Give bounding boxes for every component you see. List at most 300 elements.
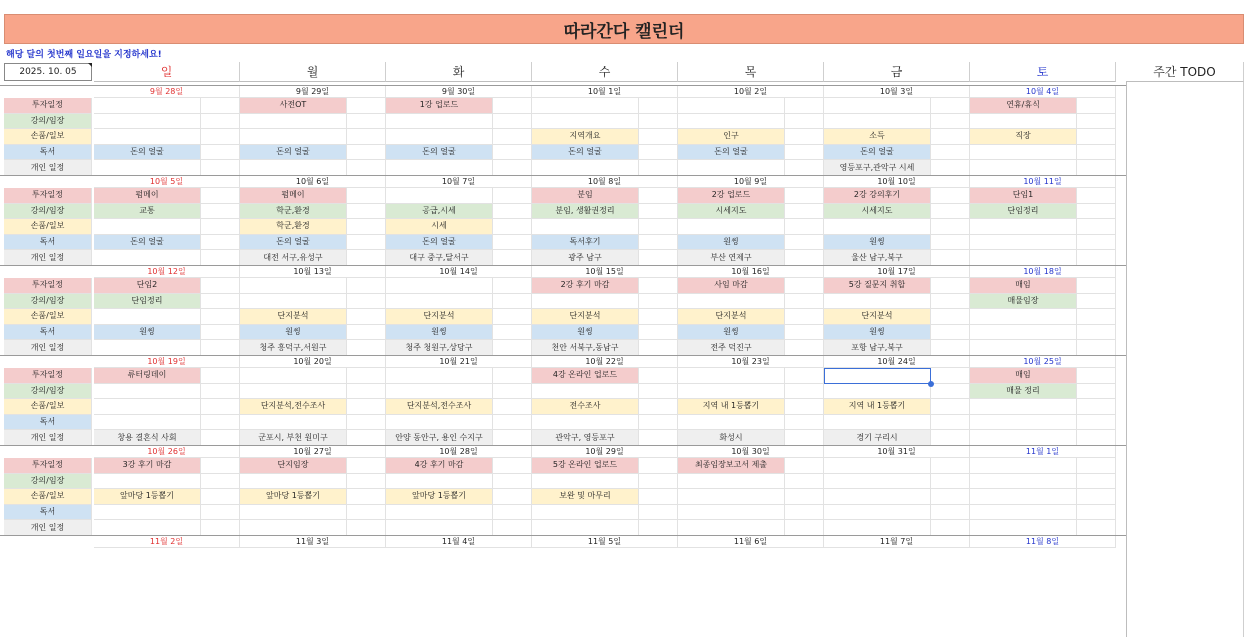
schedule-cell[interactable] — [824, 294, 931, 310]
schedule-cell[interactable]: 2강 후기 마감 — [532, 278, 639, 294]
schedule-cell[interactable] — [824, 505, 931, 521]
memo-cell[interactable] — [347, 474, 386, 490]
schedule-cell[interactable] — [970, 250, 1077, 266]
memo-cell[interactable] — [931, 129, 970, 145]
schedule-cell[interactable]: 돈의 얼굴 — [94, 235, 201, 251]
memo-cell[interactable] — [785, 114, 824, 130]
date-cell[interactable]: 10월 27일 — [240, 446, 386, 458]
schedule-cell[interactable] — [386, 114, 493, 130]
memo-cell[interactable] — [201, 278, 240, 294]
memo-cell[interactable] — [347, 505, 386, 521]
schedule-cell[interactable] — [240, 520, 347, 536]
memo-cell[interactable] — [201, 188, 240, 204]
schedule-cell[interactable] — [824, 219, 931, 235]
date-cell[interactable]: 10월 25일 — [970, 356, 1116, 368]
schedule-cell[interactable] — [386, 384, 493, 400]
memo-cell[interactable] — [785, 219, 824, 235]
memo-cell[interactable] — [639, 204, 678, 220]
memo-cell[interactable] — [785, 294, 824, 310]
memo-cell[interactable] — [201, 325, 240, 341]
memo-cell[interactable] — [639, 309, 678, 325]
memo-cell[interactable] — [785, 235, 824, 251]
memo-cell[interactable] — [785, 250, 824, 266]
schedule-cell[interactable]: 관악구, 영등포구 — [532, 430, 639, 446]
memo-cell[interactable] — [1077, 458, 1116, 474]
memo-cell[interactable] — [493, 399, 532, 415]
schedule-cell[interactable]: 원씽 — [824, 235, 931, 251]
schedule-cell[interactable] — [970, 474, 1077, 490]
schedule-cell[interactable]: 앞마당 1등뽑기 — [240, 489, 347, 505]
date-cell[interactable]: 9월 29일 — [240, 86, 386, 98]
schedule-cell[interactable]: 4강 온라인 업로드 — [532, 368, 639, 384]
schedule-cell[interactable] — [386, 278, 493, 294]
date-cell[interactable]: 11월 8일 — [970, 536, 1116, 548]
memo-cell[interactable] — [785, 520, 824, 536]
memo-cell[interactable] — [639, 368, 678, 384]
memo-cell[interactable] — [1077, 415, 1116, 431]
schedule-cell[interactable] — [678, 489, 785, 505]
fill-handle[interactable] — [928, 381, 934, 387]
memo-cell[interactable] — [931, 384, 970, 400]
memo-cell[interactable] — [201, 235, 240, 251]
schedule-cell[interactable] — [824, 415, 931, 431]
schedule-cell[interactable]: 전주 덕진구 — [678, 340, 785, 356]
memo-cell[interactable] — [931, 430, 970, 446]
memo-cell[interactable] — [639, 250, 678, 266]
schedule-cell[interactable] — [678, 384, 785, 400]
date-cell[interactable]: 10월 4일 — [970, 86, 1116, 98]
date-cell[interactable]: 11월 4일 — [386, 536, 532, 548]
memo-cell[interactable] — [639, 415, 678, 431]
schedule-cell[interactable]: 류터링데이 — [94, 368, 201, 384]
date-cell[interactable]: 11월 5일 — [532, 536, 678, 548]
schedule-cell[interactable] — [240, 278, 347, 294]
schedule-cell[interactable] — [240, 368, 347, 384]
schedule-cell[interactable] — [94, 340, 201, 356]
memo-cell[interactable] — [493, 188, 532, 204]
schedule-cell[interactable]: 돈의 얼굴 — [678, 145, 785, 161]
memo-cell[interactable] — [639, 489, 678, 505]
memo-cell[interactable] — [347, 129, 386, 145]
memo-cell[interactable] — [785, 204, 824, 220]
date-cell[interactable]: 10월 18일 — [970, 266, 1116, 278]
memo-cell[interactable] — [493, 415, 532, 431]
memo-cell[interactable] — [785, 145, 824, 161]
memo-cell[interactable] — [201, 294, 240, 310]
date-cell[interactable]: 11월 2일 — [94, 536, 240, 548]
memo-cell[interactable] — [347, 384, 386, 400]
schedule-cell[interactable]: 돈의 얼굴 — [240, 145, 347, 161]
schedule-cell[interactable] — [970, 520, 1077, 536]
memo-cell[interactable] — [201, 250, 240, 266]
schedule-cell[interactable] — [970, 160, 1077, 176]
schedule-cell[interactable]: 사전OT — [240, 98, 347, 114]
memo-cell[interactable] — [201, 384, 240, 400]
schedule-cell[interactable]: 5강 질문지 취합 — [824, 278, 931, 294]
memo-cell[interactable] — [1077, 204, 1116, 220]
schedule-cell[interactable]: 대구 중구,달서구 — [386, 250, 493, 266]
memo-cell[interactable] — [1077, 340, 1116, 356]
schedule-cell[interactable] — [386, 415, 493, 431]
memo-cell[interactable] — [1077, 489, 1116, 505]
date-cell[interactable]: 10월 3일 — [824, 86, 970, 98]
schedule-cell[interactable] — [970, 219, 1077, 235]
memo-cell[interactable] — [931, 474, 970, 490]
memo-cell[interactable] — [347, 325, 386, 341]
date-cell[interactable]: 9월 30일 — [386, 86, 532, 98]
date-cell[interactable]: 9월 28일 — [94, 86, 240, 98]
memo-cell[interactable] — [1077, 114, 1116, 130]
schedule-cell[interactable]: 시세지도 — [678, 204, 785, 220]
schedule-cell[interactable]: 원씽 — [532, 325, 639, 341]
schedule-cell[interactable] — [532, 114, 639, 130]
schedule-cell[interactable] — [386, 474, 493, 490]
date-cell[interactable]: 10월 5일 — [94, 176, 240, 188]
memo-cell[interactable] — [1077, 520, 1116, 536]
schedule-cell[interactable]: 단임1 — [970, 188, 1077, 204]
memo-cell[interactable] — [785, 278, 824, 294]
date-cell[interactable]: 10월 1일 — [532, 86, 678, 98]
date-cell[interactable]: 10월 16일 — [678, 266, 824, 278]
schedule-cell[interactable]: 직장 — [970, 129, 1077, 145]
schedule-cell[interactable] — [678, 294, 785, 310]
schedule-cell[interactable] — [532, 474, 639, 490]
schedule-cell[interactable]: 돈의 얼굴 — [386, 235, 493, 251]
schedule-cell[interactable]: 펌메이 — [240, 188, 347, 204]
memo-cell[interactable] — [931, 114, 970, 130]
memo-cell[interactable] — [1077, 188, 1116, 204]
memo-cell[interactable] — [201, 145, 240, 161]
schedule-cell[interactable] — [94, 160, 201, 176]
memo-cell[interactable] — [639, 399, 678, 415]
date-cell[interactable]: 10월 17일 — [824, 266, 970, 278]
schedule-cell[interactable] — [532, 98, 639, 114]
memo-cell[interactable] — [931, 219, 970, 235]
memo-cell[interactable] — [639, 458, 678, 474]
schedule-cell[interactable]: 지역 내 1등뽑기 — [824, 399, 931, 415]
schedule-cell[interactable]: 분임 — [532, 188, 639, 204]
memo-cell[interactable] — [785, 160, 824, 176]
schedule-cell[interactable] — [386, 520, 493, 536]
memo-cell[interactable] — [931, 250, 970, 266]
memo-cell[interactable] — [639, 294, 678, 310]
memo-cell[interactable] — [1077, 309, 1116, 325]
schedule-cell[interactable] — [240, 505, 347, 521]
memo-cell[interactable] — [639, 430, 678, 446]
memo-cell[interactable] — [1077, 294, 1116, 310]
memo-cell[interactable] — [201, 505, 240, 521]
schedule-cell[interactable] — [240, 160, 347, 176]
schedule-cell[interactable]: 돈의 얼굴 — [824, 145, 931, 161]
memo-cell[interactable] — [1077, 384, 1116, 400]
memo-cell[interactable] — [493, 489, 532, 505]
schedule-cell[interactable] — [386, 129, 493, 145]
memo-cell[interactable] — [1077, 399, 1116, 415]
schedule-cell[interactable]: 광주 남구 — [532, 250, 639, 266]
memo-cell[interactable] — [639, 340, 678, 356]
schedule-cell[interactable]: 시세 — [386, 219, 493, 235]
schedule-cell[interactable] — [94, 114, 201, 130]
memo-cell[interactable] — [493, 294, 532, 310]
schedule-cell[interactable]: 화성시 — [678, 430, 785, 446]
memo-cell[interactable] — [931, 160, 970, 176]
memo-cell[interactable] — [347, 520, 386, 536]
schedule-cell[interactable] — [240, 474, 347, 490]
schedule-cell[interactable]: 영등포구,관악구 시세 — [824, 160, 931, 176]
memo-cell[interactable] — [639, 114, 678, 130]
memo-cell[interactable] — [347, 399, 386, 415]
schedule-cell[interactable]: 울산 남구,북구 — [824, 250, 931, 266]
date-cell[interactable]: 10월 19일 — [94, 356, 240, 368]
schedule-cell[interactable]: 단임정리 — [94, 294, 201, 310]
memo-cell[interactable] — [493, 474, 532, 490]
schedule-cell[interactable]: 인구 — [678, 129, 785, 145]
memo-cell[interactable] — [347, 309, 386, 325]
schedule-cell[interactable] — [386, 294, 493, 310]
memo-cell[interactable] — [1077, 505, 1116, 521]
memo-cell[interactable] — [785, 505, 824, 521]
memo-cell[interactable] — [493, 325, 532, 341]
schedule-cell[interactable]: 3강 후기 마감 — [94, 458, 201, 474]
schedule-cell[interactable]: 연휴/휴식 — [970, 98, 1077, 114]
schedule-cell[interactable] — [94, 384, 201, 400]
date-cell[interactable]: 10월 31일 — [824, 446, 970, 458]
schedule-cell[interactable] — [970, 325, 1077, 341]
schedule-cell[interactable] — [824, 474, 931, 490]
memo-cell[interactable] — [785, 309, 824, 325]
schedule-cell[interactable]: 2강 강의후기 — [824, 188, 931, 204]
memo-cell[interactable] — [201, 399, 240, 415]
schedule-cell[interactable]: 돈의 얼굴 — [532, 145, 639, 161]
schedule-cell[interactable]: 안양 동안구, 용인 수지구 — [386, 430, 493, 446]
start-date-input[interactable]: 2025. 10. 05 — [4, 63, 92, 81]
schedule-cell[interactable]: 원씽 — [386, 325, 493, 341]
schedule-cell[interactable]: 독서후기 — [532, 235, 639, 251]
memo-cell[interactable] — [493, 368, 532, 384]
schedule-cell[interactable] — [94, 250, 201, 266]
memo-cell[interactable] — [1077, 129, 1116, 145]
memo-cell[interactable] — [931, 415, 970, 431]
schedule-cell[interactable]: 매임 — [970, 278, 1077, 294]
memo-cell[interactable] — [785, 458, 824, 474]
schedule-cell[interactable]: 앞마당 1등뽑기 — [94, 489, 201, 505]
schedule-cell[interactable]: 군포시, 부천 원미구 — [240, 430, 347, 446]
schedule-cell[interactable]: 전수조사 — [532, 399, 639, 415]
memo-cell[interactable] — [493, 430, 532, 446]
memo-cell[interactable] — [347, 278, 386, 294]
memo-cell[interactable] — [1077, 430, 1116, 446]
schedule-cell[interactable] — [970, 415, 1077, 431]
memo-cell[interactable] — [931, 98, 970, 114]
schedule-cell[interactable] — [678, 415, 785, 431]
schedule-cell[interactable]: 2강 업로드 — [678, 188, 785, 204]
schedule-cell[interactable]: 지역개요 — [532, 129, 639, 145]
date-cell[interactable]: 10월 28일 — [386, 446, 532, 458]
date-cell[interactable]: 11월 6일 — [678, 536, 824, 548]
schedule-cell[interactable]: 단임정리 — [970, 204, 1077, 220]
selected-cell-outline[interactable] — [824, 368, 931, 384]
date-cell[interactable]: 10월 26일 — [94, 446, 240, 458]
schedule-cell[interactable]: 단지분석,전수조사 — [386, 399, 493, 415]
schedule-cell[interactable] — [678, 160, 785, 176]
schedule-cell[interactable]: 단지분석,전수조사 — [240, 399, 347, 415]
schedule-cell[interactable] — [386, 368, 493, 384]
date-cell[interactable]: 10월 11일 — [970, 176, 1116, 188]
memo-cell[interactable] — [347, 250, 386, 266]
memo-cell[interactable] — [201, 458, 240, 474]
schedule-cell[interactable]: 단지분석 — [240, 309, 347, 325]
memo-cell[interactable] — [785, 474, 824, 490]
memo-cell[interactable] — [201, 114, 240, 130]
schedule-cell[interactable] — [94, 474, 201, 490]
memo-cell[interactable] — [931, 340, 970, 356]
memo-cell[interactable] — [931, 368, 970, 384]
schedule-cell[interactable] — [532, 219, 639, 235]
schedule-cell[interactable]: 단지임장 — [240, 458, 347, 474]
memo-cell[interactable] — [201, 204, 240, 220]
weekly-todo-column[interactable] — [1126, 82, 1244, 637]
schedule-cell[interactable] — [532, 160, 639, 176]
memo-cell[interactable] — [785, 430, 824, 446]
memo-cell[interactable] — [201, 219, 240, 235]
date-cell[interactable]: 10월 7일 — [386, 176, 532, 188]
memo-cell[interactable] — [201, 415, 240, 431]
schedule-cell[interactable] — [386, 505, 493, 521]
memo-cell[interactable] — [493, 219, 532, 235]
memo-cell[interactable] — [493, 98, 532, 114]
memo-cell[interactable] — [347, 98, 386, 114]
schedule-cell[interactable]: 펌메이 — [94, 188, 201, 204]
memo-cell[interactable] — [639, 474, 678, 490]
schedule-cell[interactable]: 학군,환경 — [240, 219, 347, 235]
memo-cell[interactable] — [639, 520, 678, 536]
schedule-cell[interactable] — [824, 384, 931, 400]
memo-cell[interactable] — [201, 520, 240, 536]
schedule-cell[interactable] — [824, 114, 931, 130]
schedule-cell[interactable] — [94, 98, 201, 114]
memo-cell[interactable] — [931, 278, 970, 294]
memo-cell[interactable] — [347, 294, 386, 310]
memo-cell[interactable] — [493, 250, 532, 266]
memo-cell[interactable] — [785, 98, 824, 114]
memo-cell[interactable] — [493, 340, 532, 356]
schedule-cell[interactable] — [970, 399, 1077, 415]
schedule-cell[interactable] — [94, 129, 201, 145]
schedule-cell[interactable] — [970, 489, 1077, 505]
memo-cell[interactable] — [347, 340, 386, 356]
schedule-cell[interactable] — [94, 520, 201, 536]
schedule-cell[interactable]: 공급,시세 — [386, 204, 493, 220]
date-cell[interactable]: 10월 30일 — [678, 446, 824, 458]
memo-cell[interactable] — [201, 309, 240, 325]
memo-cell[interactable] — [639, 325, 678, 341]
date-cell[interactable]: 10월 20일 — [240, 356, 386, 368]
schedule-cell[interactable]: 매임 — [970, 368, 1077, 384]
date-cell[interactable]: 10월 24일 — [824, 356, 970, 368]
schedule-cell[interactable]: 청주 흥덕구,서원구 — [240, 340, 347, 356]
memo-cell[interactable] — [931, 188, 970, 204]
schedule-cell[interactable]: 원씽 — [240, 325, 347, 341]
schedule-cell[interactable]: 단지분석 — [386, 309, 493, 325]
date-cell[interactable]: 10월 9일 — [678, 176, 824, 188]
memo-cell[interactable] — [201, 430, 240, 446]
memo-cell[interactable] — [347, 160, 386, 176]
schedule-cell[interactable]: 소득 — [824, 129, 931, 145]
memo-cell[interactable] — [785, 340, 824, 356]
memo-cell[interactable] — [639, 98, 678, 114]
memo-cell[interactable] — [931, 294, 970, 310]
schedule-cell[interactable] — [824, 458, 931, 474]
schedule-cell[interactable] — [240, 294, 347, 310]
memo-cell[interactable] — [347, 188, 386, 204]
schedule-cell[interactable] — [386, 160, 493, 176]
schedule-cell[interactable]: 돈의 얼굴 — [240, 235, 347, 251]
memo-cell[interactable] — [1077, 235, 1116, 251]
memo-cell[interactable] — [201, 368, 240, 384]
memo-cell[interactable] — [347, 114, 386, 130]
memo-cell[interactable] — [493, 114, 532, 130]
memo-cell[interactable] — [1077, 325, 1116, 341]
memo-cell[interactable] — [931, 204, 970, 220]
memo-cell[interactable] — [785, 489, 824, 505]
schedule-cell[interactable] — [94, 415, 201, 431]
memo-cell[interactable] — [1077, 474, 1116, 490]
date-cell[interactable]: 10월 13일 — [240, 266, 386, 278]
memo-cell[interactable] — [493, 278, 532, 294]
schedule-cell[interactable]: 부산 연제구 — [678, 250, 785, 266]
schedule-cell[interactable] — [970, 340, 1077, 356]
schedule-cell[interactable]: 원씽 — [94, 325, 201, 341]
schedule-cell[interactable]: 원씽 — [678, 235, 785, 251]
date-cell[interactable]: 11월 7일 — [824, 536, 970, 548]
memo-cell[interactable] — [785, 368, 824, 384]
memo-cell[interactable] — [785, 384, 824, 400]
schedule-cell[interactable] — [970, 430, 1077, 446]
schedule-cell[interactable]: 단지분석 — [678, 309, 785, 325]
date-cell[interactable]: 10월 22일 — [532, 356, 678, 368]
memo-cell[interactable] — [201, 98, 240, 114]
schedule-cell[interactable]: 5강 온라인 업로드 — [532, 458, 639, 474]
memo-cell[interactable] — [1077, 98, 1116, 114]
memo-cell[interactable] — [493, 145, 532, 161]
date-cell[interactable]: 10월 21일 — [386, 356, 532, 368]
schedule-cell[interactable] — [678, 98, 785, 114]
date-cell[interactable]: 10월 14일 — [386, 266, 532, 278]
memo-cell[interactable] — [347, 368, 386, 384]
schedule-cell[interactable]: 매물 정리 — [970, 384, 1077, 400]
memo-cell[interactable] — [931, 399, 970, 415]
memo-cell[interactable] — [1077, 250, 1116, 266]
memo-cell[interactable] — [931, 520, 970, 536]
schedule-cell[interactable]: 경기 구리시 — [824, 430, 931, 446]
schedule-cell[interactable]: 4강 후기 마감 — [386, 458, 493, 474]
memo-cell[interactable] — [1077, 368, 1116, 384]
schedule-cell[interactable] — [532, 520, 639, 536]
schedule-cell[interactable] — [532, 294, 639, 310]
date-cell[interactable]: 10월 29일 — [532, 446, 678, 458]
memo-cell[interactable] — [931, 309, 970, 325]
schedule-cell[interactable]: 앞마당 1등뽑기 — [386, 489, 493, 505]
schedule-cell[interactable] — [532, 505, 639, 521]
memo-cell[interactable] — [493, 505, 532, 521]
memo-cell[interactable] — [1077, 278, 1116, 294]
memo-cell[interactable] — [347, 235, 386, 251]
memo-cell[interactable] — [201, 129, 240, 145]
memo-cell[interactable] — [931, 325, 970, 341]
schedule-cell[interactable] — [824, 520, 931, 536]
memo-cell[interactable] — [347, 219, 386, 235]
memo-cell[interactable] — [347, 489, 386, 505]
